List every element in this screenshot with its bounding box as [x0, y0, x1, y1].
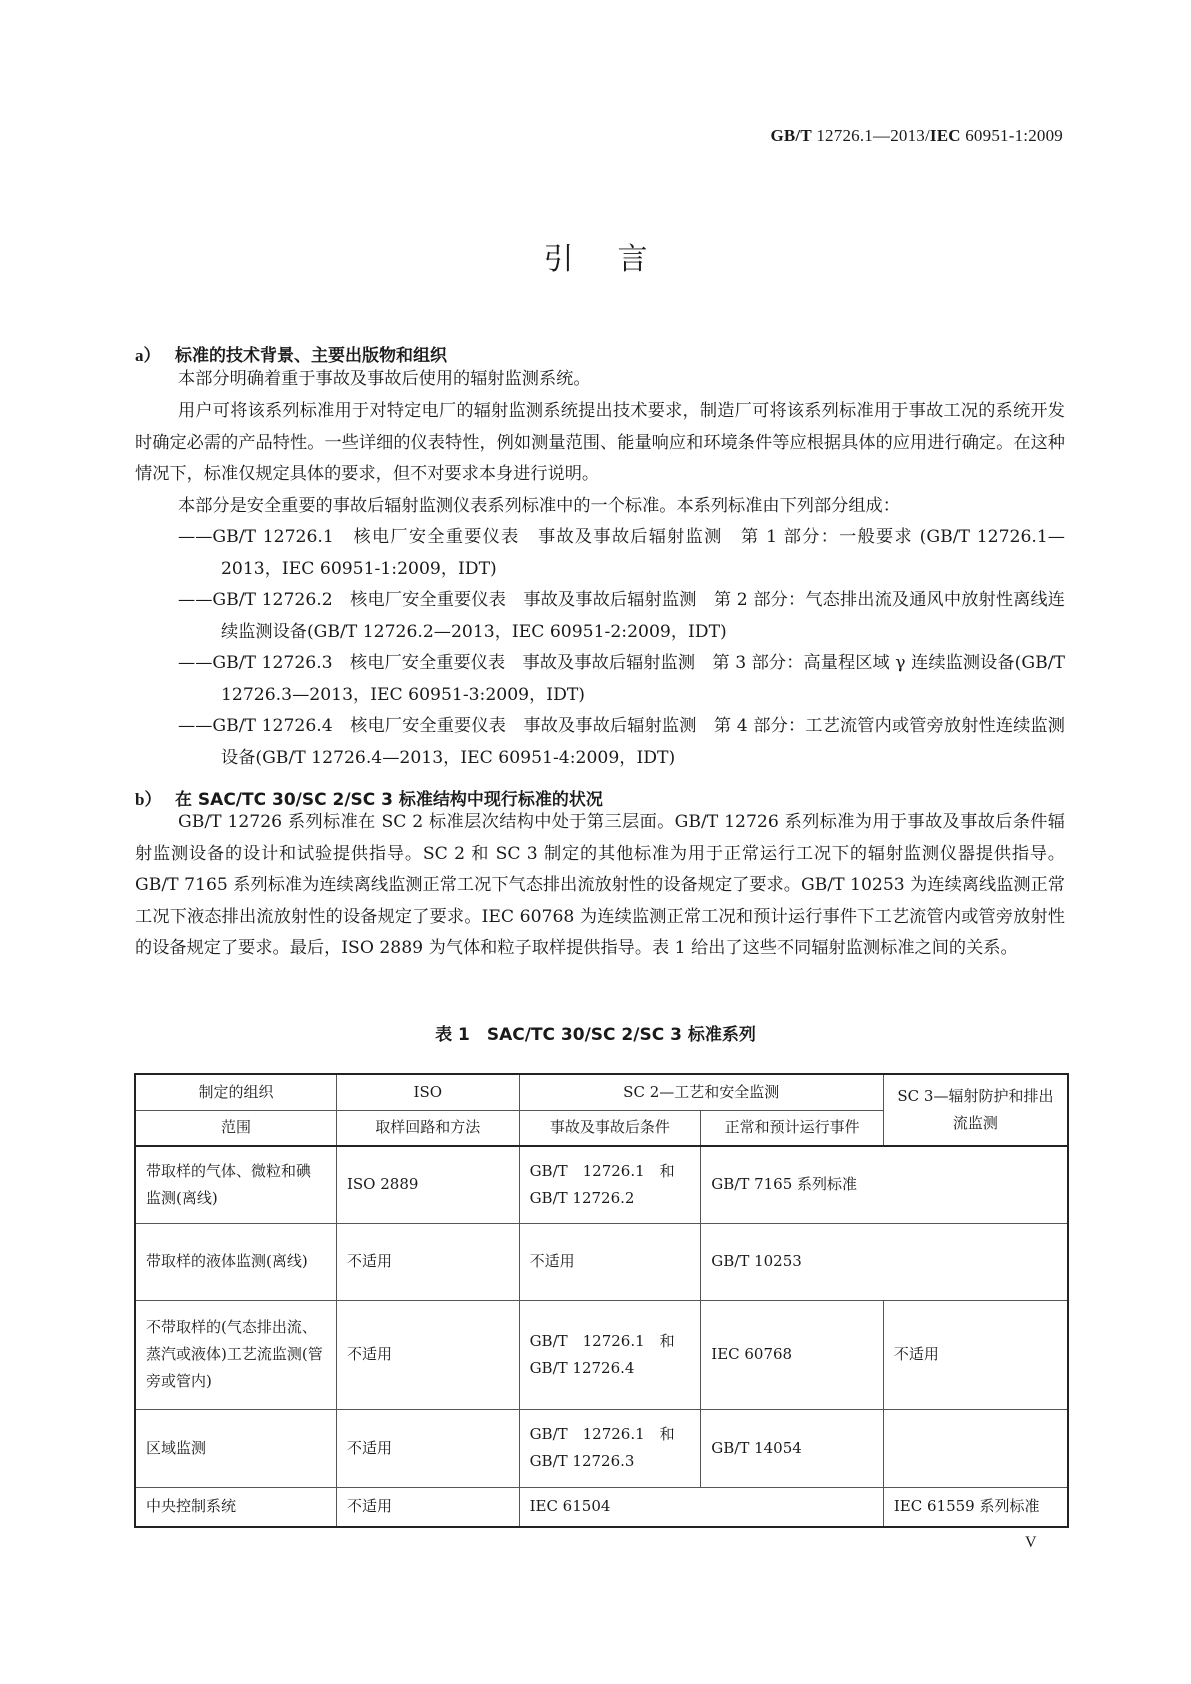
- table-cell: IEC 61559 系列标准: [883, 1487, 1068, 1527]
- standard-list-item-4: ——GB/T 12726.4 核电厂安全重要仪表 事故及事故后辐射监测 第 4 部分：工艺流管内或管旁放射性连续监测设备(GB/T 12726.4—2013，IEC 60951-4:2009，IDT): [178, 716, 1065, 768]
- table-cell: GB/T 12726.1 和 GB/T 12726.2: [519, 1146, 701, 1223]
- table-row: [135, 1409, 1068, 1487]
- section-a-heading: [135, 341, 447, 366]
- standard-list-item-2: ——GB/T 12726.2 核电厂安全重要仪表 事故及事故后辐射监测 第 2 部分：气态排出流及通风中放射性离线连续监测设备(GB/T 12726.2—2013，IEC 60951-2:2009，IDT): [178, 590, 1065, 642]
- table-caption: 表 1 SAC/TC 30/SC 2/SC 3 标准系列: [435, 1025, 756, 1045]
- table-header-cell: ISO: [336, 1074, 519, 1110]
- table-row: [135, 1223, 1068, 1300]
- header-code-prefix: GB/T: [770, 126, 812, 145]
- table-cell: GB/T 7165 系列标准: [701, 1146, 1068, 1223]
- table-row: [135, 1300, 1068, 1409]
- table-cell: 不适用: [336, 1409, 519, 1487]
- section-a-title: 标准的技术背景、主要出版物和组织: [175, 346, 447, 366]
- table-cell: 不适用: [336, 1487, 519, 1527]
- table-header-cell: SC 2—工艺和安全监测: [519, 1074, 883, 1110]
- table-cell: 中央控制系统: [135, 1487, 336, 1527]
- table-row: [135, 1487, 1068, 1527]
- table-header-cell: 取样回路和方法: [336, 1110, 519, 1146]
- section-b-title: 在 SAC/TC 30/SC 2/SC 3 标准结构中现行标准的状况: [175, 790, 603, 810]
- standards-table: [134, 1073, 1069, 1528]
- page-title: 引言: [543, 242, 692, 277]
- table-cell: 不适用: [519, 1223, 701, 1300]
- section-a-paragraph-3: 本部分是安全重要的事故后辐射监测仪表系列标准中的一个标准。本系列标准由下列部分组成：: [178, 496, 900, 516]
- section-a-paragraph-2: 用户可将该系列标准用于对特定电厂的辐射监测系统提出技术要求，制造厂可将该系列标准用于事故工况的系统开发时确定必需的产品特性。一些详细的仪表特性，例如测量范围、能量响应和环境条件等应根据具体的应用进行确定。在这种情况下，标准仅规定具体的要求，但不对要求本身进行说明。: [135, 401, 1065, 485]
- table-cell: 不适用: [336, 1223, 519, 1300]
- table-header-cell: 正常和预计运行事件: [701, 1110, 884, 1146]
- standard-list-item-1: ——GB/T 12726.1 核电厂安全重要仪表 事故及事故后辐射监测 第 1 部分：一般要求 (GB/T 12726.1—2013，IEC 60951-1:2009，IDT): [178, 527, 1065, 579]
- table-cell: IEC 61504: [519, 1487, 883, 1527]
- table-header-cell: 制定的组织: [135, 1074, 336, 1110]
- table-cell: 区域监测: [135, 1409, 336, 1487]
- table-cell: 不适用: [883, 1300, 1068, 1409]
- header-code-number: 12726.1—2013/: [811, 126, 930, 145]
- section-a-paragraph-1: 本部分明确着重于事故及事故后使用的辐射监测系统。: [178, 369, 591, 389]
- section-b-paragraph: GB/T 12726 系列标准在 SC 2 标准层次结构中处于第三层面。GB/T 12726 系列标准为用于事故及事故后条件辐射监测设备的设计和试验提供指导。SC 2 和 SC 3 制定的其他标准为用于正常运行工况下的辐射监测仪器提供指导。GB/T 7165 系列标准为连续离线监测正常工况下气态排出流放射性的设备规定了要求。GB/T 10253 为连续离线监测正常工况下液态排出流放射性的设备规定了要求。IEC 60768 为连续监测正常工况和预计运行事件下工艺流管内或管旁放射性的设备规定了要求。最后，ISO 2889 为气体和粒子取样提供指导。表 1 给出了这些不同辐射监测标准之间的关系。: [135, 812, 1065, 959]
- table-header-cell: 事故及事故后条件: [519, 1110, 701, 1146]
- table-cell: 不带取样的(气态排出流、蒸汽或液体)工艺流监测(管旁或管内): [135, 1300, 336, 1409]
- section-b-label: b）: [135, 790, 162, 809]
- page-number: V: [1025, 1534, 1037, 1551]
- table-cell: 带取样的气体、微粒和碘监测(离线): [135, 1146, 336, 1223]
- table-cell: GB/T 14054: [701, 1409, 884, 1487]
- section-a-label: a）: [135, 346, 161, 365]
- table-header-cell: SC 3—辐射防护和排出流监测: [883, 1074, 1068, 1146]
- table-cell: 带取样的液体监测(离线): [135, 1223, 336, 1300]
- header-iec-number: 60951-1:2009: [960, 126, 1063, 145]
- table-header-cell: 范围: [135, 1110, 336, 1146]
- header-iec-prefix: IEC: [929, 126, 961, 145]
- document-code-header: [770, 126, 1063, 146]
- table-cell: GB/T 12726.1 和 GB/T 12726.3: [519, 1409, 701, 1487]
- table-cell: 不适用: [336, 1300, 519, 1409]
- standard-list-item-3: ——GB/T 12726.3 核电厂安全重要仪表 事故及事故后辐射监测 第 3 部分：高量程区域 γ 连续监测设备(GB/T 12726.3—2013，IEC 60951-3:2009，IDT): [178, 653, 1065, 705]
- table-cell: ISO 2889: [336, 1146, 519, 1223]
- table-row: [135, 1146, 1068, 1223]
- table-cell: IEC 60768: [701, 1300, 884, 1409]
- table-cell: GB/T 12726.1 和 GB/T 12726.4: [519, 1300, 701, 1409]
- table-cell: GB/T 10253: [701, 1223, 1068, 1300]
- table-header-row-1: [135, 1074, 1068, 1110]
- table-cell: [883, 1409, 1068, 1487]
